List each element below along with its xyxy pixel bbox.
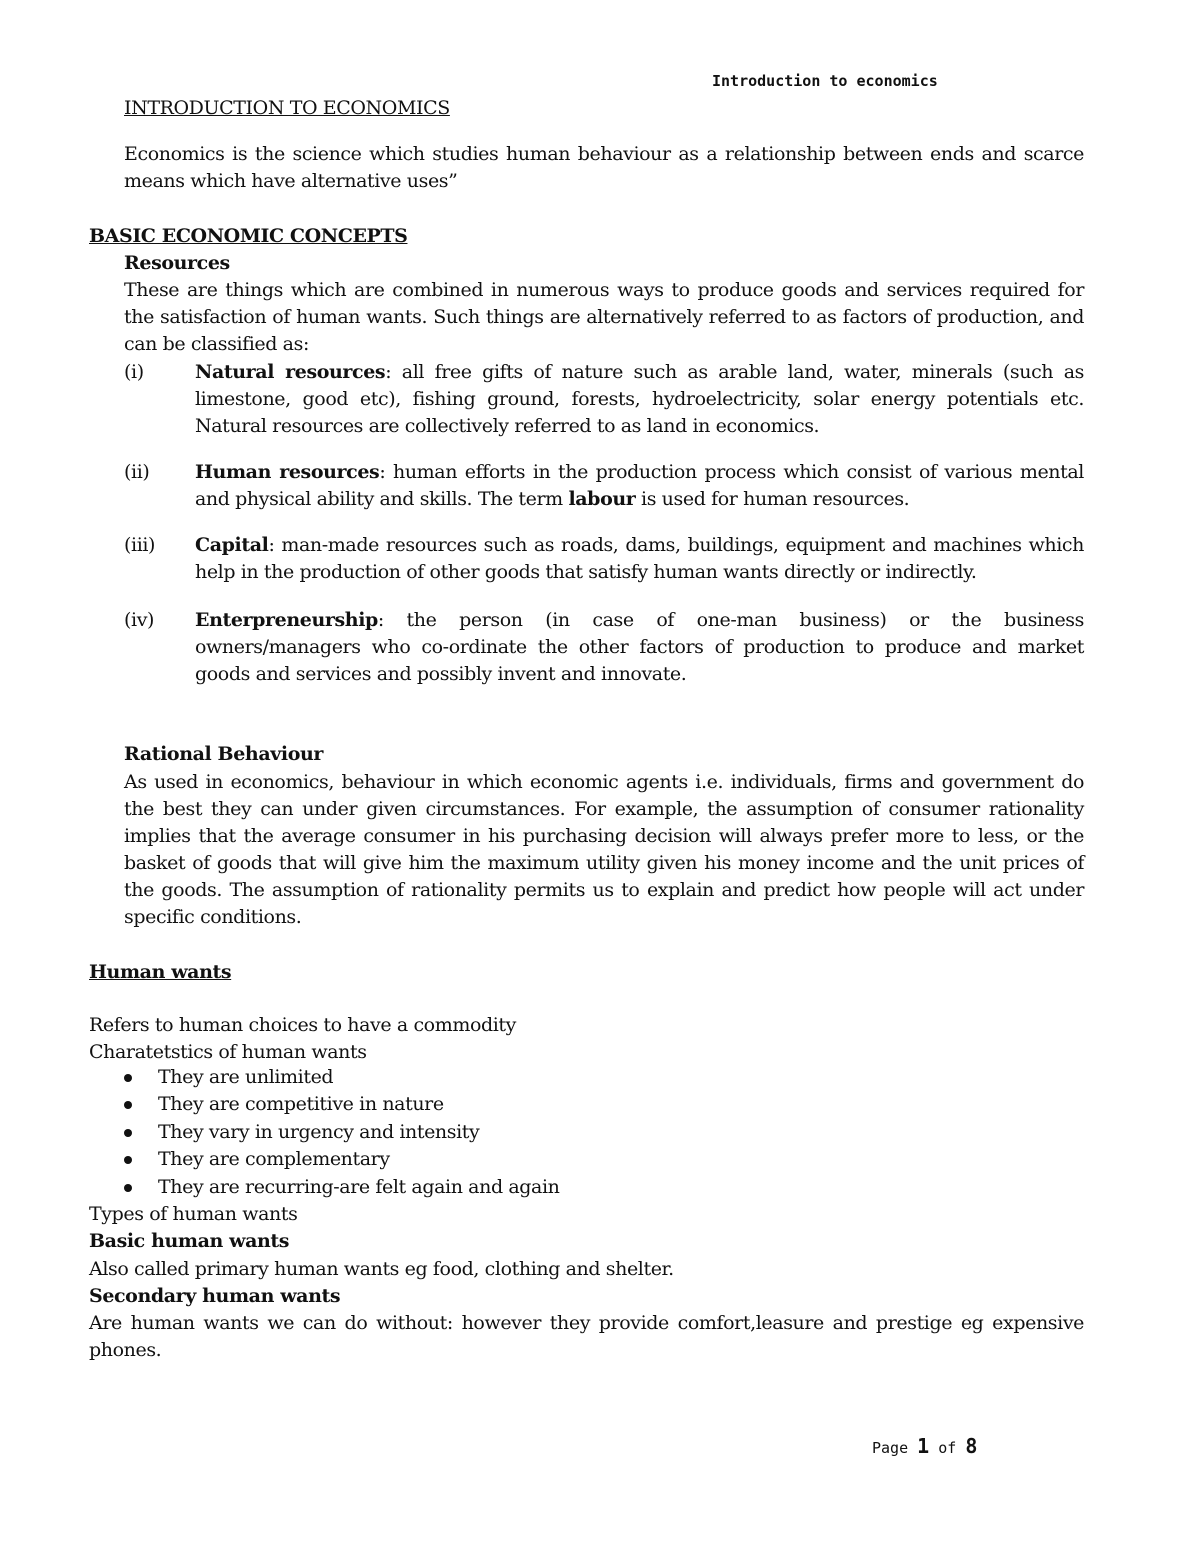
running-header: Introduction to economics	[712, 72, 938, 90]
basic-wants-heading: Basic human wants	[89, 1230, 290, 1252]
resources-heading: Resources	[124, 252, 230, 274]
bullet-icon	[124, 1101, 132, 1109]
item-term: Enterpreneurship	[195, 609, 378, 631]
item-text: : the person (in case of one-man business) or the business owners/managers who co-ordinate the other factors of production to produce and market goods and services and possibly invent and innovate.	[195, 609, 1084, 685]
item-number: (iii)	[124, 534, 156, 556]
item-term: Natural resources	[195, 361, 386, 383]
basic-wants-text: Also called primary human wants eg food, clothing and shelter.	[89, 1258, 674, 1280]
page-number: 1	[917, 1434, 930, 1458]
of-label: of	[938, 1439, 957, 1457]
rational-behaviour-heading: Rational Behaviour	[124, 743, 323, 765]
bullet-icon	[124, 1184, 132, 1192]
bullet-icon	[124, 1156, 132, 1164]
item-text-continued: is used for human resources.	[635, 488, 910, 510]
page-total: 8	[965, 1434, 978, 1458]
rational-behaviour-paragraph: As used in economics, behaviour in which economic agents i.e. individuals, firms and government do the best they can under given circumstances. For example, the assumption of consumer rationality implies that the average consumer in his purchasing decision will always prefer more to less, or the basket of goods that will give him the maximum utility given his money income and the unit prices of the goods. The assumption of rationality permits us to explain and predict how people will act under specific conditions.	[124, 771, 1084, 928]
item-term: Capital	[195, 534, 269, 556]
item-text: : all free gifts of nature such as arable land, water, minerals (such as limestone, good etc), fishing ground, forests, hydroelectricity, solar energy potentials etc. Natural resources are collectively referred to as land in economics.	[195, 361, 1084, 437]
item-text: : man-made resources such as roads, dams, buildings, equipment and machines which help in the production of other goods that satisfy human wants directly or indirectly.	[195, 534, 1084, 583]
item-term-labour: labour	[568, 488, 636, 510]
characteristics-label: Charatetstics of human wants	[89, 1041, 367, 1063]
secondary-wants-heading: Secondary human wants	[89, 1285, 341, 1307]
item-number: (ii)	[124, 461, 150, 483]
basic-concepts-heading: BASIC ECONOMIC CONCEPTS	[89, 225, 408, 247]
page-label: Page	[872, 1439, 909, 1457]
resources-intro: These are things which are combined in numerous ways to produce goods and services required for the satisfaction of human wants. Such things are alternatively referred to as factors of production, and can be classified as:	[124, 279, 1084, 355]
item-number: (i)	[124, 361, 144, 383]
bullet-icon	[124, 1129, 132, 1137]
page-footer	[872, 1434, 977, 1458]
human-wants-definition: Refers to human choices to have a commodity	[89, 1014, 516, 1036]
bullet-icon	[124, 1074, 132, 1082]
item-term: Human resources	[195, 461, 380, 483]
item-text: : human efforts in the production process which consist of various mental and physical ability and skills. The term	[195, 461, 1084, 510]
human-wants-heading: Human wants	[89, 961, 232, 983]
document-title: INTRODUCTION TO ECONOMICS	[124, 97, 450, 119]
item-number: (iv)	[124, 609, 155, 631]
definition-paragraph: Economics is the science which studies human behaviour as a relationship between ends and scarce means which have alternative uses”	[124, 143, 1084, 192]
types-label: Types of human wants	[89, 1203, 298, 1225]
document-page: Introduction to economics INTRODUCTION TO ECONOMICS Economics is the science which studies human behaviour as a relationship between ends and scarce means which have alternative uses” BASIC ECONOMIC CONCEPTS Resources These are things which are combined in numerous ways to produce goods and services required for the satisfaction of human wants. Such things are alternatively referred to as factors of production, and can be classified as: (i) Natural resources: all free gifts of nature such as arable land, water, minerals (such as limestone, good etc), fishing ground, forests, hydroelectricity, solar energy potentials etc. Natural resources are collectively referred to as land in economics. (ii) Human resources: human efforts in the production process which consist of various mental and physical ability and skills. The term labour is used for human resources. (iii) Capital: man-made resources such as roads, dams, buildings, equipment and machines which help in the production of other goods that satisfy human wants directly or indirectly. (iv) Enterpreneurship: the person (in case of one-man business) or the business owners/managers who co-ordinate the other factors of production to produce and market goods and services and possibly invent and innovate. Rational Behaviour As used in economics, behaviour in which economic agents i.e. individuals, firms and government do the best they can under given circumstances. For example, the assumption of consumer rationality implies that the average consumer in his purchasing decision will always prefer more to less, or the basket of goods that will give him the maximum utility given his money income and the unit prices of the goods. The assumption of rationality permits us to explain and predict how people will act under specific conditions. Human wants Refers to human choices to have a commodity Charatetstics of human wants They are unlimited They are competitive in nature They vary in urgency and intensity They are complementary They are recurring-are felt again and again Types of human wants Basic human wants Also called primary human wants eg food, clothing and shelter. Secondary human wants Are human wants we can do without: however they provide comfort,leasure and prestige eg expensive phones. Page 1 of 8	[89, 72, 1084, 1458]
secondary-wants-text: Are human wants we can do without: however they provide comfort,leasure and prestige eg expensive phones.	[89, 1312, 1084, 1361]
